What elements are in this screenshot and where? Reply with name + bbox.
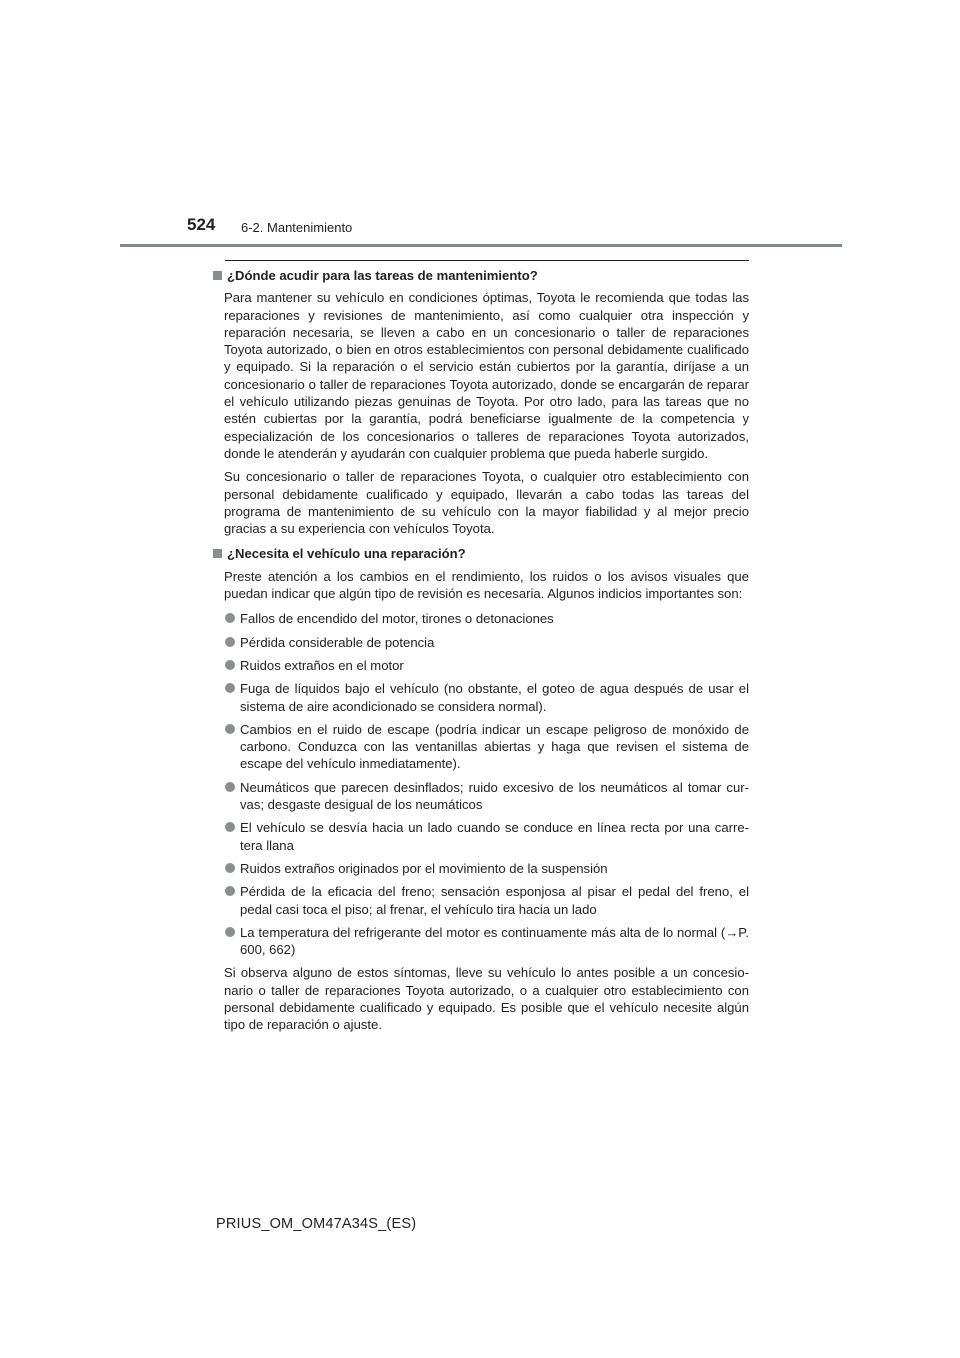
list-item-text: El vehículo se desvía hacia un lado cuando se conduce en línea recta por una carretera llana bbox=[240, 820, 749, 853]
circle-bullet-icon bbox=[225, 782, 235, 792]
circle-bullet-icon bbox=[225, 637, 235, 647]
paragraph: Si observa alguno de estos síntomas, lleve su vehículo lo antes posible a un concesionario o taller de reparaciones Toyota autorizado, o a cualquier otro establecimiento con personal debidamente cualificado y equipado. Es posible que el vehículo necesite algún tipo de reparación o ajuste. bbox=[224, 965, 749, 1033]
square-bullet-icon bbox=[213, 271, 222, 280]
circle-bullet-icon bbox=[225, 927, 235, 937]
circle-bullet-icon bbox=[225, 683, 235, 693]
list-item-text: Neumáticos que parecen desinflados; ruido excesivo de los neumáticos al tomar curvas; desgaste desigual de los neumáticos bbox=[240, 779, 749, 813]
document-code: PRIUS_OM_OM47A34S_(ES) bbox=[216, 1216, 417, 1232]
circle-bullet-icon bbox=[225, 613, 235, 623]
section-heading-text: ¿Dónde acudir para las tareas de mantenimiento? bbox=[227, 268, 538, 283]
section-heading-text: ¿Necesita el vehículo una reparación? bbox=[227, 546, 466, 562]
list-item bbox=[225, 657, 749, 674]
list-item bbox=[225, 819, 749, 854]
list-item-text: Fuga de líquidos bajo el vehículo (no obstante, el goteo de agua después de usar el sistema de aire acondicionado se considera normal). bbox=[240, 681, 749, 714]
paragraph: Para mantener su vehículo en condiciones óptimas, Toyota le recomienda que todas las reparaciones y revisiones de mantenimiento, así como cualquier otra inspección y reparación necesaria, se lleven a cabo en un concesionario o taller de reparaciones Toyota autorizado, o bien en otros establecimientos con personal debidamente cualificado y equipado. Si la reparación o el servicio están cubiertos por la garantía, diríjase a un concesionario o taller de reparaciones Toyota autorizado, donde se encargarán de reparar el vehículo utilizando piezas genuinas de Toyota. Por otro lado, para las tareas que no estén cubiertas por la garantía, podrá beneficiarse igualmente de la competencia y especialización de los concesionarios o talleres de reparaciones Toyota autorizados, donde le atenderán y ayudarán con cualquier problema que pueda haberle surgido. bbox=[224, 290, 749, 461]
list-item-text: Ruidos extraños originados por el movimiento de la suspensión bbox=[240, 860, 608, 876]
list-item-text: Pérdida considerable de potencia bbox=[240, 634, 435, 650]
list-item-text: Cambios en el ruido de escape (podría indicar un escape peligroso de monóxido de carbono. Conduzca con las ventanillas abiertas y haga que revisen el sistema de escape del vehículo inmediatamente). bbox=[240, 721, 749, 772]
list-item bbox=[225, 721, 749, 773]
list-item bbox=[225, 860, 749, 877]
list-item bbox=[225, 924, 749, 959]
circle-bullet-icon bbox=[225, 822, 235, 832]
list-item bbox=[225, 680, 749, 715]
list-item-text: La temperatura del refrigerante del motor es continuamente más alta de lo normal (→P. 600, 662) bbox=[240, 924, 749, 958]
section-heading bbox=[211, 545, 749, 562]
list-item-text: Fallos de encendido del motor, tirones o detonaciones bbox=[240, 611, 554, 627]
section-label: 6-2. Mantenimiento bbox=[241, 220, 353, 235]
paragraph: Preste atención a los cambios en el rendimiento, los ruidos o los avisos visuales que puedan indicar que algún tipo de revisión es necesaria. Algunos indicios importantes son: bbox=[224, 568, 749, 602]
list-item-text: Pérdida de la eficacia del freno; sensación esponjosa al pisar el pedal del freno, el pedal casi toca el piso; al frenar, el vehículo tira hacia un lado bbox=[240, 884, 749, 917]
paragraph: Su concesionario o taller de reparaciones Toyota, o cualquier otro establecimiento con personal debidamente cualificado y equipado, llevarán a cabo todas las tareas del programa de mantenimiento de su vehículo con la mayor fiabilidad y al mejor precio gracias a su experiencia con vehículos Toyota. bbox=[224, 469, 749, 537]
list-item bbox=[225, 610, 749, 627]
circle-bullet-icon bbox=[225, 660, 235, 670]
list-item bbox=[225, 634, 749, 651]
circle-bullet-icon bbox=[225, 886, 235, 896]
square-bullet-icon bbox=[213, 549, 222, 558]
list-item bbox=[225, 883, 749, 918]
circle-bullet-icon bbox=[225, 724, 235, 734]
circle-bullet-icon bbox=[225, 863, 235, 873]
page-content bbox=[211, 267, 749, 1040]
page-number: 524 bbox=[187, 215, 216, 234]
section-heading bbox=[211, 267, 749, 284]
list-item bbox=[225, 779, 749, 814]
list-item-text: Ruidos extraños en el motor bbox=[240, 657, 404, 673]
header-rule bbox=[120, 244, 842, 247]
content-rule bbox=[225, 260, 749, 261]
